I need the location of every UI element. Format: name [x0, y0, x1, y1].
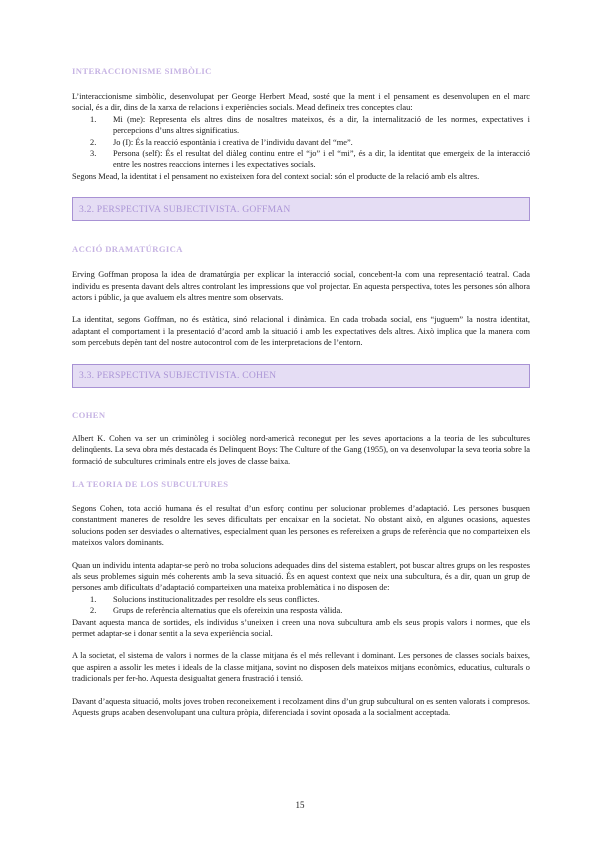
- list-item: 3. Persona (self): És el resultat del diàleg continu entre el “jo” i el “mi”, és a dir, la identitat que emergeix de la interacció entre les nostres reaccions internes i les expectatives socials.: [90, 149, 530, 170]
- heading-accio-dramaturgica: ACCIÓ DRAMATÚRGICA: [72, 244, 183, 255]
- paragraph-subcultures-3: Davant aquesta manca de sortides, els individus s’uneixen i creen una nova subcultura amb els seus propis valors i normes, que els permet adaptar-se i donar sentit a la seva experiència social.: [72, 617, 530, 638]
- list-item: 2. Grups de referència alternatius que els ofereixin una resposta vàlida.: [90, 606, 343, 616]
- paragraph-subcultures-1: Segons Cohen, tota acció humana és el resultat d’un esforç continu per solucionar problemes d’adaptació. Les persones busquen constantment maneres de resoldre les seves dificultats per encaixar en la societat. No obstant això, en algunes ocasions, aquestes solucions poden ser desviades o alternatives, especialment quan les persones es refereixen a grups de referència que no comparteixen els mateixos valors dominants.: [72, 503, 530, 548]
- paragraph-goffman-2: La identitat, segons Goffman, no és estàtica, sinó relacional i dinàmica. En cada trobada social, ens “juguem” la nostra identitat, adaptant el comportament i la presentació d’acord amb la situació i amb les expectatives dels altres. Això implica que la manera com som percebuts depèn tant del nostre autocontrol com de les interpretacions de l’entorn.: [72, 315, 530, 348]
- section-title-cohen: 3.3. PERSPECTIVA SUBJECTIVISTA. COHEN: [79, 370, 277, 382]
- heading-interaccionisme: INTERACCIONISME SIMBÒLIC: [72, 66, 212, 76]
- paragraph-mead-intro: L’interaccionisme simbòlic, desenvolupat per George Herbert Mead, sosté que la ment i el pensament es desenvolupen en el marc social, és a dir, dins de la xarxa de relacions i experiències socials. Mead defineix tres conceptes clau:: [72, 92, 530, 113]
- list-item: 2. Jo (I): És la reacció espontània i creativa de l’individu davant del “me”.: [90, 137, 353, 147]
- page-content: [72, 66, 530, 718]
- paragraph-subcultures-2: Quan un individu intenta adaptar-se però no troba solucions adequades dins del sistema establert, pot buscar altres grups on les respostes als seus problemes siguin més coherents amb la seva situació. És en aquest context que neix una subcultura, és a dir, quan un grup de persones amb dificultats d’adaptació comparteixen una mateixa problemàtica i no disposen de:: [72, 560, 530, 593]
- list-item: 1. Mi (me): Representa els altres dins de nosaltres mateixos, és a dir, la internalització de les normes, expectatives i percepcions d’uns altres significatius.: [90, 114, 530, 136]
- paragraph-goffman-1: Erving Goffman proposa la idea de dramatúrgia per explicar la interacció social, concebent-la com una representació teatral. Cada individu es presenta davant dels altres controlant les impressions que vol projectar. En aquesta perspectiva, totes les persones són alhora actors i públic, ja que avaluem els altres mentre som observats.: [72, 270, 530, 303]
- paragraph-subcultures-4: A la societat, el sistema de valors i normes de la classe mitjana és el més rellevant i dominant. Les persones de classes socials baixes, que aspiren a assolir les metes i ideals de la classe mitjana, sovint no disposen dels mateixos mitjans econòmics, educatius, culturals o tradicionals per fer-ho. Aquesta desigualtat genera frustració i tensió.: [72, 651, 530, 684]
- list-item: 1. Solucions institucionalitzades per resoldre els seus conflictes.: [90, 594, 320, 604]
- heading-cohen: COHEN: [72, 409, 106, 420]
- paragraph-mead-outro: Segons Mead, la identitat i el pensament no existeixen fora del context social: són el producte de la relació amb els altres.: [72, 171, 480, 181]
- section-box-cohen: [72, 364, 530, 388]
- section-box-goffman: [72, 197, 530, 221]
- paragraph-cohen: Albert K. Cohen va ser un criminòleg i sociòleg nord-americà reconegut per les seves aportacions a la teoria de les subcultures delinqüents. La seva obra més destacada és Delinquent Boys: The Culture of the Gang (1955), on va desenvolupar la seva teoria sobre la formació de subcultures criminals entre els joves de classe baixa.: [72, 433, 531, 466]
- page-number: 15: [295, 800, 305, 810]
- heading-teoria-subcultures: LA TEORIA DE LOS SUBCULTURES: [72, 478, 229, 489]
- list-subculture-lacks: [72, 594, 530, 617]
- paragraph-subcultures-5: Davant d’aquesta situació, molts joves troben reconeixement i recolzament dins d’un grup subcultural on es senten valorats i compresos. Aquests grups acaben desenvolupant una cultura pròpia, diferenciada i sovint oposada a la socialment acceptada.: [72, 696, 530, 717]
- list-mead-concepts: [72, 114, 530, 171]
- section-title-goffman: 3.2. PERSPECTIVA SUBJECTIVISTA. GOFFMAN: [79, 203, 291, 215]
